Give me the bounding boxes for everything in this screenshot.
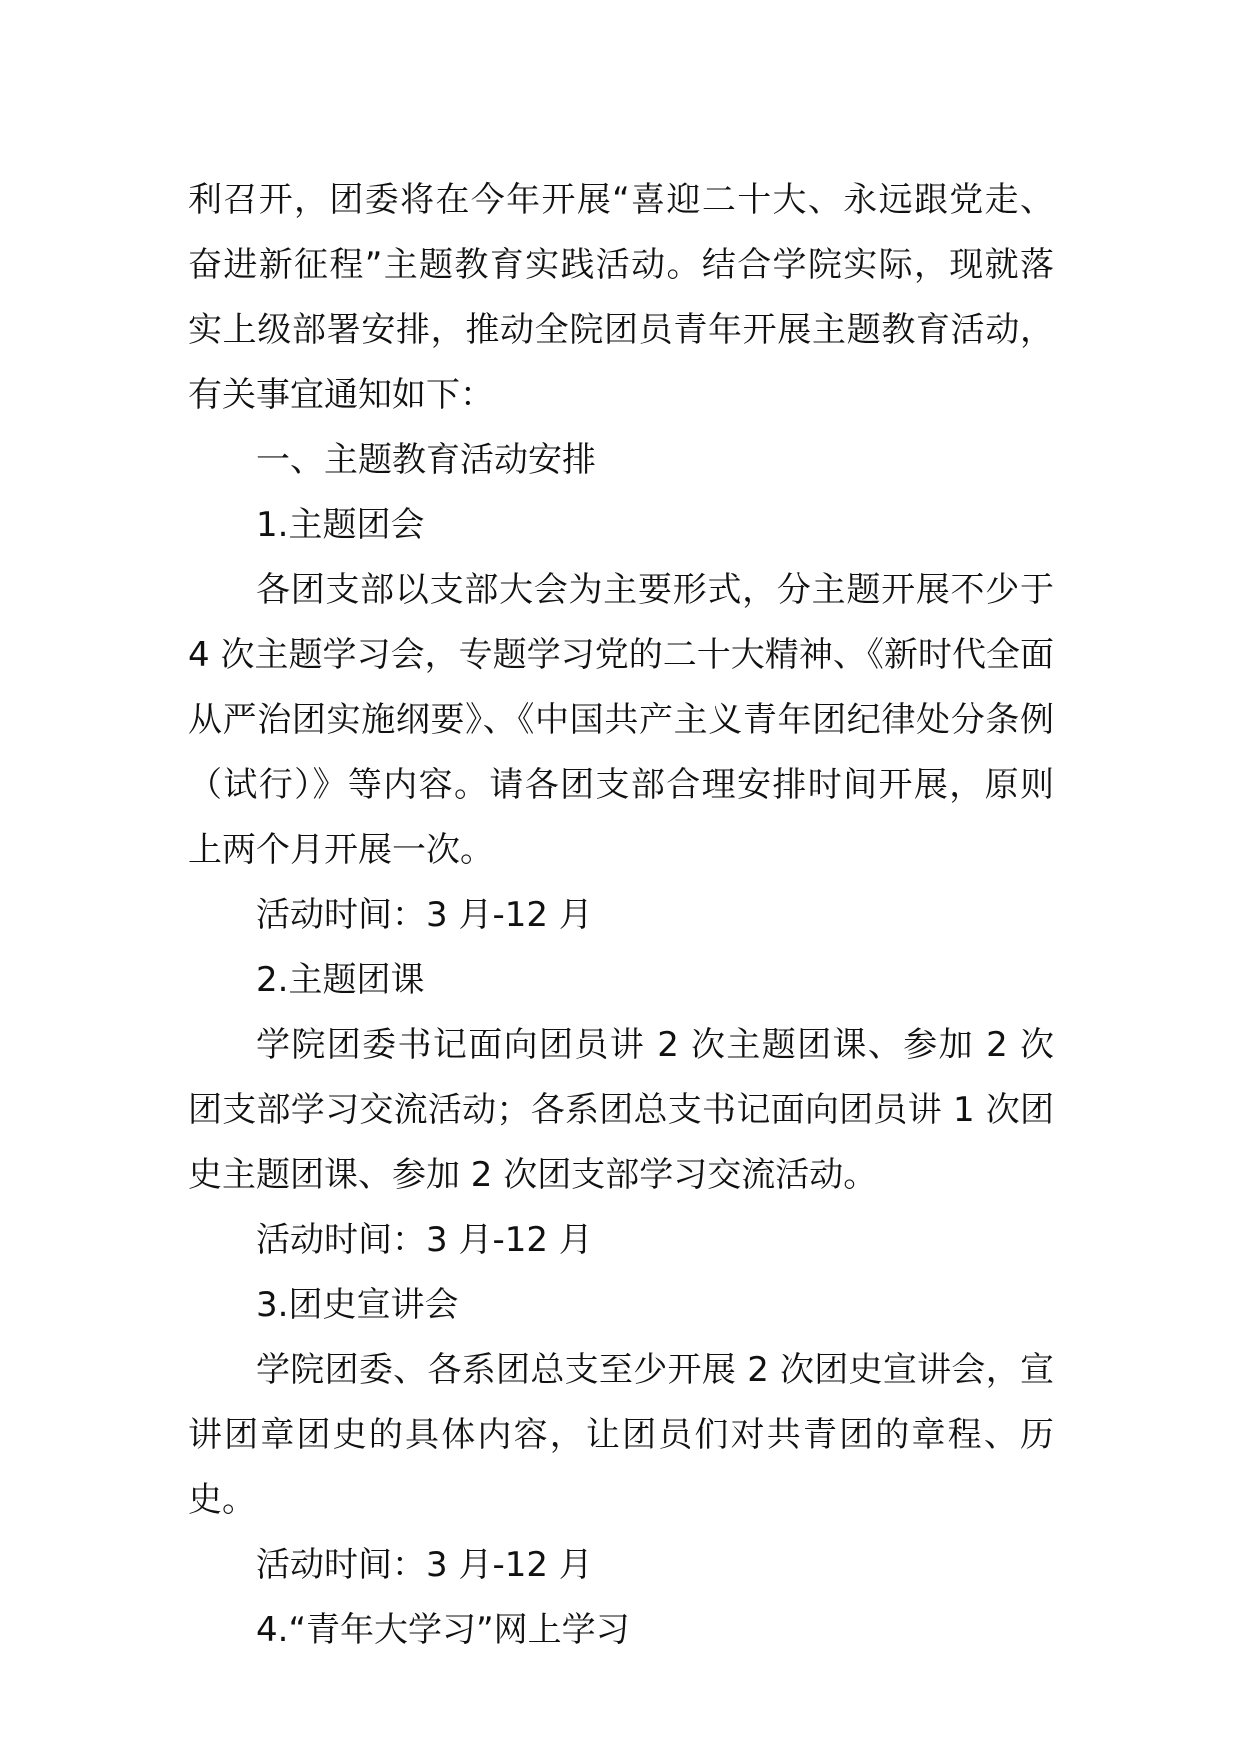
- item-title-4: 4.“青年大学习”网上学习: [256, 1610, 630, 1650]
- item-title-1: 1.主题团会: [256, 505, 425, 545]
- item-time-1: 活动时间：3 月-12 月: [256, 895, 593, 935]
- item-time-2: 活动时间：3 月-12 月: [256, 1220, 593, 1260]
- item-time-3: 活动时间：3 月-12 月: [256, 1545, 593, 1585]
- item-title-3: 3.团史宣讲会: [256, 1285, 459, 1325]
- item-title-2: 2.主题团课: [256, 960, 425, 1000]
- document-body: [188, 168, 1054, 1663]
- item-body-1: 各团支部以支部大会为主要形式，分主题开展不少于 4 次主题学习会，专题学习党的二十大精神、《新时代全面从严治团实施纲要》、《中国共产主义青年团纪律处分条例（试行）》等内容。请各团支部合理安排时间开展，原则上两个月开展一次。: [188, 570, 1054, 870]
- intro-paragraph: 利召开，团委将在今年开展“喜迎二十大、永远跟党走、奋进新征程”主题教育实践活动。结合学院实际，现就落实上级部署安排，推动全院团员青年开展主题教育活动，有关事宜通知如下：: [188, 180, 1054, 415]
- section-heading: 一、主题教育活动安排: [256, 440, 596, 480]
- item-body-2: 学院团委书记面向团员讲 2 次主题团课、参加 2 次团支部学习交流活动；各系团总支书记面向团员讲 1 次团史主题团课、参加 2 次团支部学习交流活动。: [188, 1025, 1054, 1195]
- item-body-3: 学院团委、各系团总支至少开展 2 次团史宣讲会，宣讲团章团史的具体内容，让团员们对共青团的章程、历史。: [188, 1350, 1054, 1520]
